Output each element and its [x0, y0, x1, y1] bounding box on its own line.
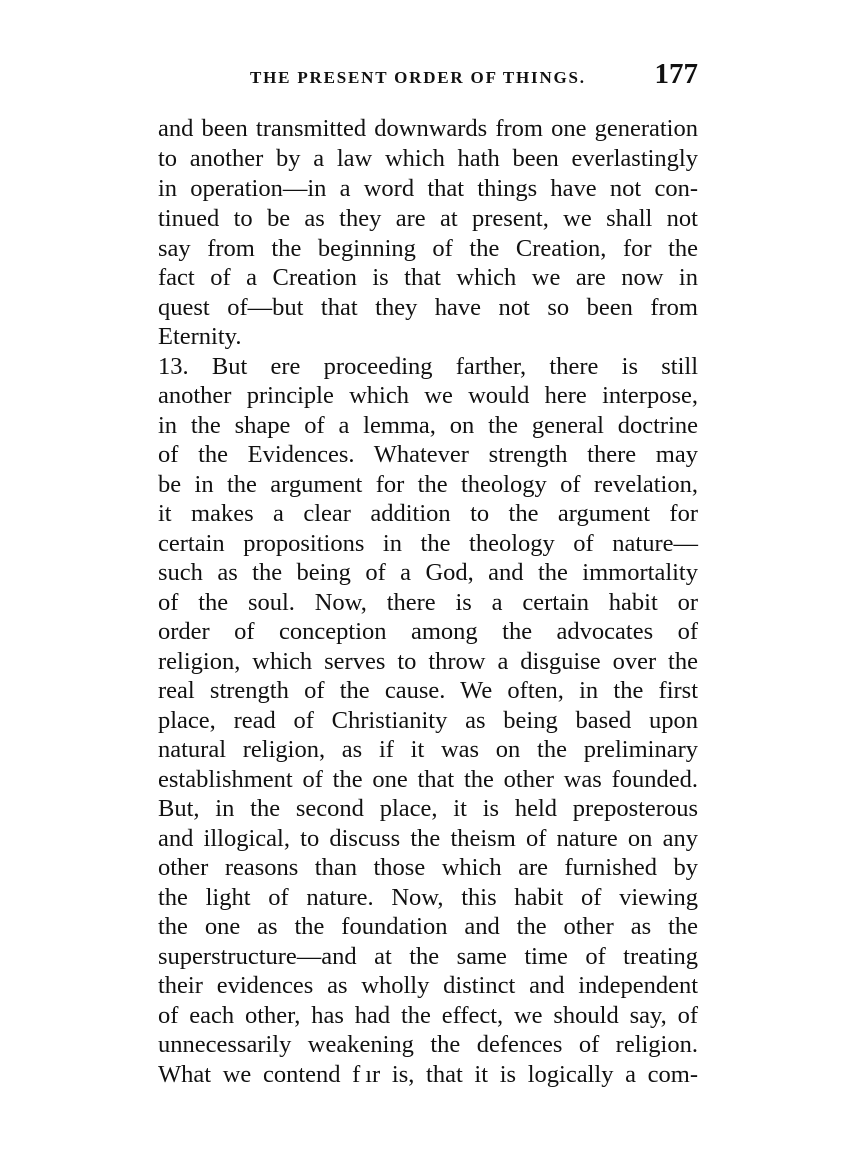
text-line: other reasons than those which are furnished by: [158, 854, 698, 881]
text-line: quest of—but that they have not so been from: [158, 294, 698, 321]
text-line: it makes a clear addition to the argument for: [158, 500, 698, 527]
running-head: [158, 58, 698, 98]
text-line: and been transmitted downwards from one generation: [158, 115, 698, 142]
text-line: of the soul. Now, there is a certain habit or: [158, 589, 698, 616]
text-line: in the shape of a lemma, on the general doctrine: [158, 412, 698, 439]
text-line: tinued to be as they are at present, we shall not: [158, 205, 698, 232]
text-line: place, read of Christianity as being based upon: [158, 707, 698, 734]
text-line: of the Evidences. Whatever strength there may: [158, 441, 698, 468]
text-line: their evidences as wholly distinct and independent: [158, 972, 698, 999]
text-line: and illogical, to discuss the theism of nature on any: [158, 825, 698, 852]
text-line: real strength of the cause. We often, in the first: [158, 677, 698, 704]
page-number: 177: [654, 58, 698, 90]
text-line: such as the being of a God, and the immortality: [158, 559, 698, 586]
running-title: THE PRESENT ORDER OF THINGS.: [250, 68, 586, 87]
text-line: superstructure—and at the same time of treating: [158, 943, 698, 970]
text-line: the light of nature. Now, this habit of viewing: [158, 884, 698, 911]
text-line: But, in the second place, it is held preposterous: [158, 795, 698, 822]
text-line: fact of a Creation is that which we are now in: [158, 264, 698, 291]
text-line: religion, which serves to throw a disguise over the: [158, 648, 698, 675]
text-line: order of conception among the advocates of: [158, 618, 698, 645]
text-line: certain propositions in the theology of nature—: [158, 530, 698, 557]
text-line: say from the beginning of the Creation, for the: [158, 235, 698, 262]
text-line: to another by a law which hath been everlastingly: [158, 145, 698, 172]
text-line: the one as the foundation and the other as the: [158, 913, 698, 940]
text-line: What we contend f ır is, that it is logically a com-: [158, 1061, 698, 1088]
text-line: unnecessarily weakening the defences of religion.: [158, 1031, 698, 1058]
text-line: be in the argument for the theology of revelation,: [158, 471, 698, 498]
text-line: in operation—in a word that things have not con-: [158, 175, 698, 202]
text-line: natural religion, as if it was on the preliminary: [158, 736, 698, 763]
text-line: another principle which we would here interpose,: [158, 382, 698, 409]
text-line: Eternity.: [158, 323, 242, 350]
paragraph-start-line: 13. But ere proceeding farther, there is still: [158, 353, 698, 380]
text-line: establishment of the one that the other was founded.: [158, 766, 698, 793]
text-line: of each other, has had the effect, we should say, of: [158, 1002, 698, 1029]
